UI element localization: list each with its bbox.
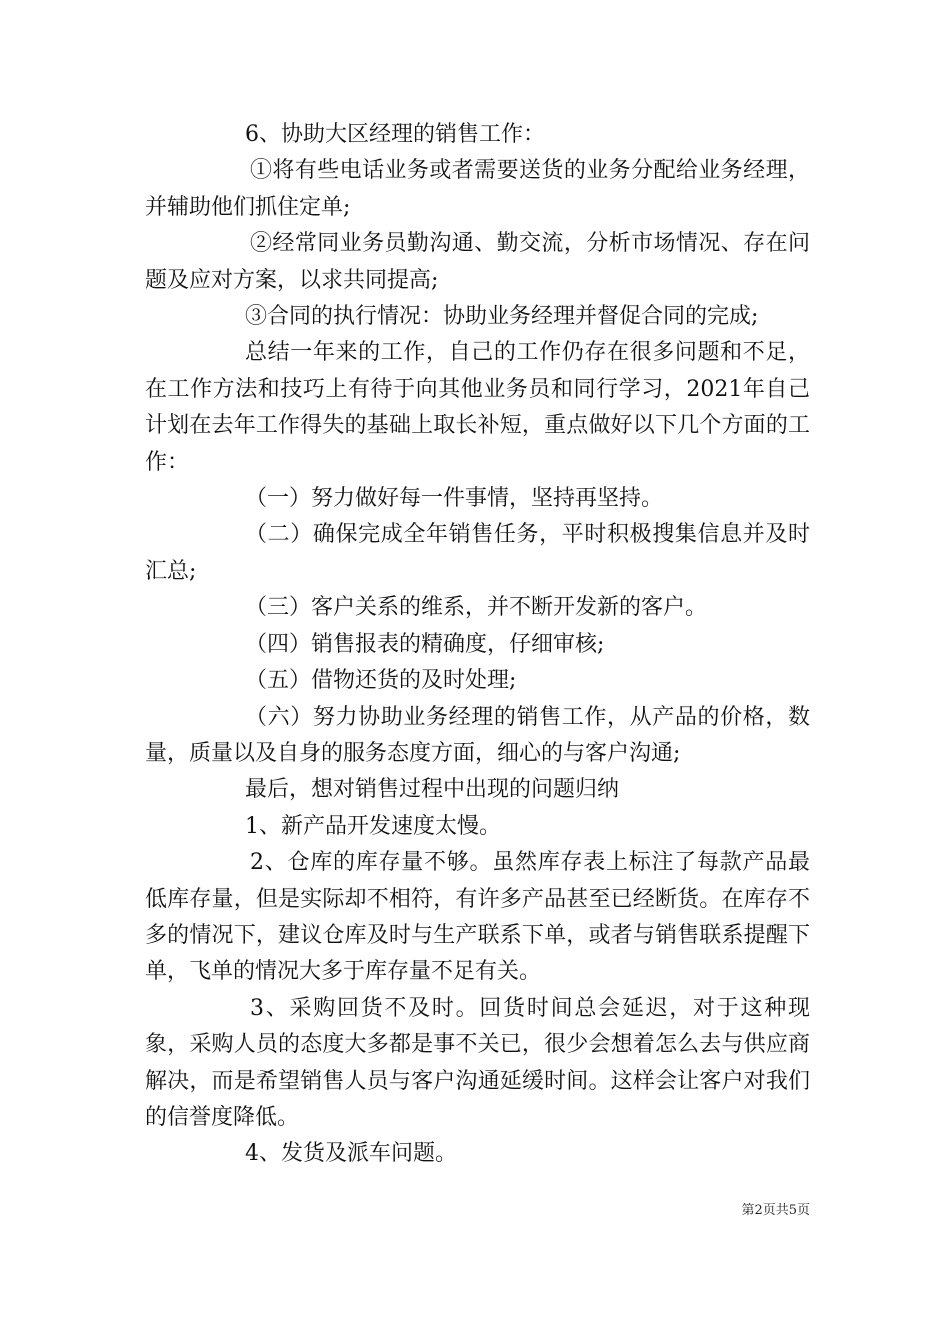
paragraph-plan-5: （五）借物还货的及时处理; <box>245 668 517 694</box>
paragraph-plan-1: （一）努力做好每一件事情，坚持再坚持。 <box>245 486 664 512</box>
paragraph-issue-1: 1、新产品开发速度太慢。 <box>245 813 501 839</box>
paragraph-item-3: ③合同的执行情况：协助业务经理并督促合同的完成; <box>245 304 759 330</box>
paragraph-summary: 总结一年来的工作，自己的工作仍存在很多问题和不足，在工作方法和技巧上有待于向其他业务员和同行学习，2021年自己计划在去年工作得失的基础上取长补短，重点做好以下几个方面的工作： <box>145 340 810 475</box>
paragraph-plan-6: （六）努力协助业务经理的销售工作，从产品的价格，数量，质量以及自身的服务态度方面，细心的与客户沟通; <box>145 704 810 766</box>
paragraph-issue-3: 3、采购回货不及时。回货时间总会延迟，对于这种现象，采购人员的态度大多都是事不关已，很少会想着怎么去与供应商解决，而是希望销售人员与客户沟通延缓时间。这样会让客户对我们的信誉度降低。 <box>145 995 810 1130</box>
paragraph-assist-manager: 6、协助大区经理的销售工作： <box>245 122 545 147</box>
page-number-footer: 第2页共5页 <box>741 1203 810 1218</box>
paragraph-issue-2: 2、仓库的库存量不够。虽然库存表上标注了每款产品最低库存量，但是实际却不相符，有许多产品甚至已经断货。在库存不多的情况下，建议仓库及时与生产联系下单，或者与销售联系提醒下单，飞单的情况大多于库存量不足有关。 <box>145 850 810 985</box>
paragraph-item-1: ①将有些电话业务或者需要送货的业务分配给业务经理，并辅助他们抓住定单; <box>145 158 810 220</box>
paragraph-conclusion-intro: 最后，想对销售过程中出现的问题归纳 <box>245 777 620 803</box>
paragraph-plan-3: （三）客户关系的维系，并不断开发新的客户。 <box>245 595 708 621</box>
document-body <box>145 117 810 1173</box>
paragraph-plan-4: （四）销售报表的精确度，仔细审核; <box>245 631 605 657</box>
paragraph-plan-2: （二）确保完成全年销售任务，平时积极搜集信息并及时汇总; <box>145 522 810 584</box>
paragraph-item-2: ②经常同业务员勤沟通、勤交流，分析市场情况、存在问题及应对方案，以求共同提高; <box>145 231 810 293</box>
paragraph-issue-4: 4、发货及派车问题。 <box>245 1141 457 1167</box>
